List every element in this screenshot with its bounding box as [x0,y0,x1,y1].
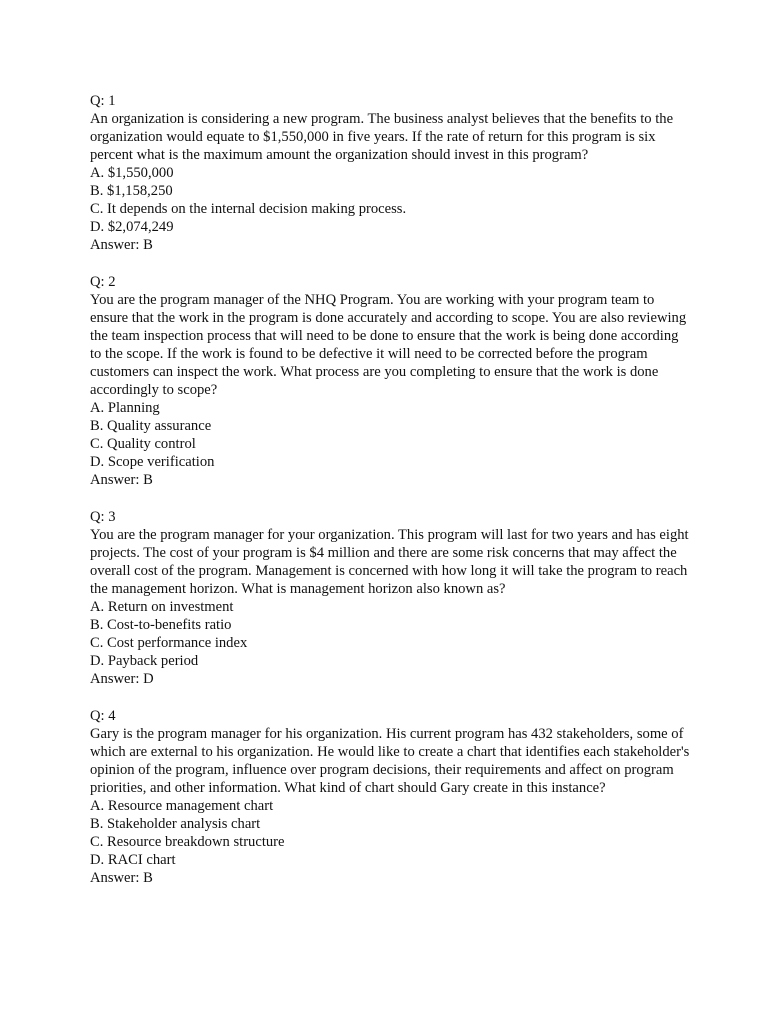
option-b: B. $1,158,250 [90,183,173,199]
answer-line: Answer: B [90,870,153,886]
option-a: A. Return on investment [90,599,234,615]
option-c: C. Cost performance index [90,635,248,651]
option-a: A. Resource management chart [90,798,274,814]
question-number: Q: 2 [90,274,116,290]
question-2 [90,273,690,489]
option-b: B. Quality assurance [90,418,212,434]
option-a: A. Planning [90,400,160,416]
document-page [90,92,690,906]
question-1 [90,92,690,254]
question-number: Q: 1 [90,93,116,109]
option-c: C. Resource breakdown structure [90,834,285,850]
option-c: C. Quality control [90,436,196,452]
option-c: C. It depends on the internal decision making process. [90,201,407,217]
answer-line: Answer: B [90,472,153,488]
question-text: An organization is considering a new program. The business analyst believes that the benefits to the organization would equate to $1,550,000 in five years. If the rate of return for this program is six percent what is the maximum amount the organization should invest in this program? [90,111,674,163]
option-a: A. $1,550,000 [90,165,174,181]
question-text: You are the program manager of the NHQ Program. You are working with your program team to ensure that the work in the program is done accurately and according to scope. You are also reviewing the team inspection process that will need to be done to ensure that the work is being done according to the scope. If the work is found to be defective it will need to be corrected before the program customers can inspect the work. What process are you completing to ensure that the work is done accordingly to scope? [90,292,687,398]
question-3 [90,508,690,688]
question-number: Q: 3 [90,509,116,525]
option-b: B. Stakeholder analysis chart [90,816,261,832]
question-4 [90,707,690,887]
answer-line: Answer: B [90,237,153,253]
option-d: D. Payback period [90,653,199,669]
question-text: You are the program manager for your organization. This program will last for two years and has eight projects. The cost of your program is $4 million and there are some risk concerns that may affect the overall cost of the program. Management is concerned with how long it will take the program to reach the management horizon. What is management horizon also known as? [90,527,689,597]
question-text: Gary is the program manager for his organization. His current program has 432 stakeholders, some of which are external to his organization. He would like to create a chart that identifies each stakeholder's opinion of the program, influence over program decisions, their requirements and affect on program priorities, and other information. What kind of chart should Gary create in this instance? [90,726,690,796]
option-d: D. Scope verification [90,454,215,470]
option-d: D. RACI chart [90,852,176,868]
option-d: D. $2,074,249 [90,219,174,235]
question-number: Q: 4 [90,708,116,724]
option-b: B. Cost-to-benefits ratio [90,617,232,633]
answer-line: Answer: D [90,671,154,687]
